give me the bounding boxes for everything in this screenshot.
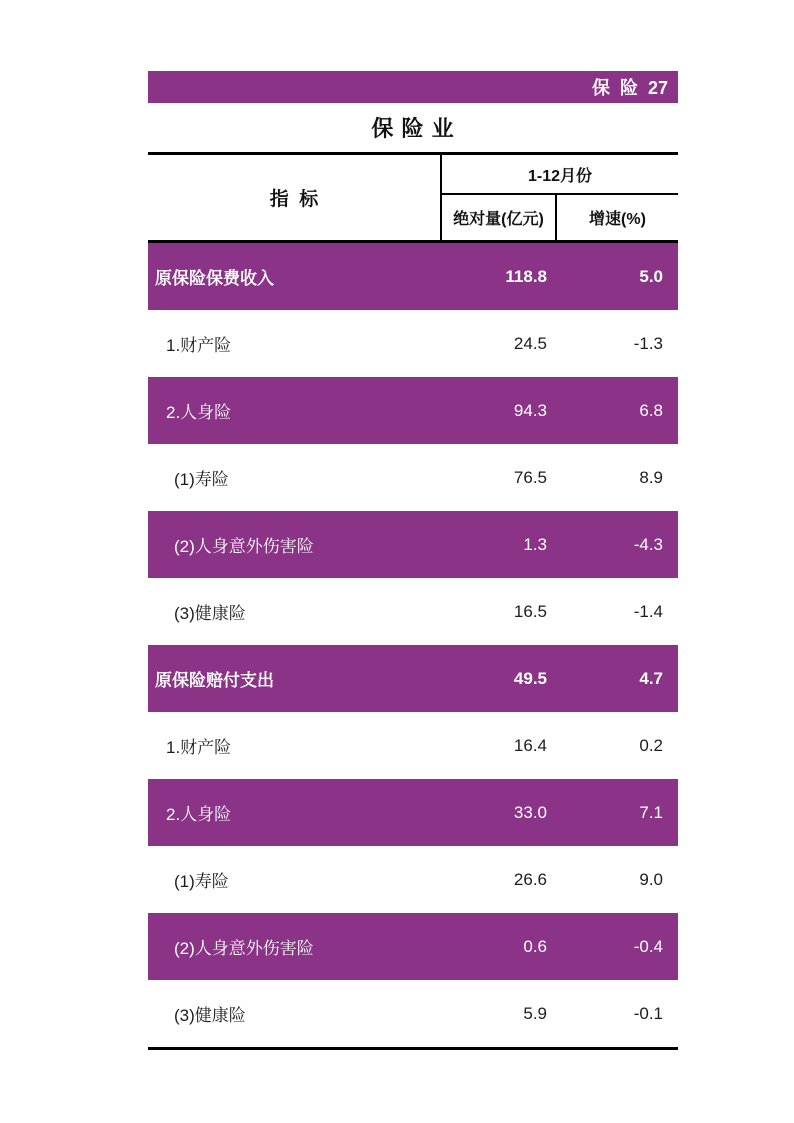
row-growth-value: -1.4 [633,601,663,621]
row-label: (1)寿险 [174,872,229,891]
row-growth-value: 4.7 [639,668,663,688]
insurance-table [148,152,678,1050]
row-label: (2)人身意外伤害险 [174,537,314,556]
row-growth-value: -0.4 [633,936,663,956]
row-label: 2.人身险 [166,403,232,422]
table-row [148,846,678,913]
section-header-bar [148,71,678,103]
row-growth-value: 8.9 [639,467,663,487]
table-row [148,913,678,980]
row-growth-value: 6.8 [639,400,663,420]
row-label: (3)健康险 [174,1006,246,1025]
table-body [148,243,678,1050]
row-label: 1.财产险 [166,738,232,757]
table-row [148,444,678,511]
row-growth-value: 5.0 [639,266,663,286]
row-absolute-value: 118.8 [505,266,547,286]
table-row [148,310,678,377]
table-row [148,377,678,444]
row-label: (1)寿险 [174,470,229,489]
row-absolute-value: 16.4 [513,735,547,755]
row-label: 2.人身险 [166,805,232,824]
page-title: 保 险 业 [371,116,455,141]
header-cell-indicator: 指 标 [269,189,319,210]
row-label: (2)人身意外伤害险 [174,939,314,958]
row-absolute-value: 33.0 [513,802,547,822]
header-cell-absolute: 绝对量(亿元) [440,195,555,240]
row-growth-value: 0.2 [639,735,663,755]
table-row [148,645,678,712]
row-absolute-value: 26.6 [513,869,547,889]
row-label: (3)健康险 [174,604,246,623]
table-header [148,152,678,243]
table-row [148,712,678,779]
row-label: 原保险保费收入 [155,269,274,288]
row-label: 原保险赔付支出 [155,671,274,690]
row-absolute-value: 76.5 [513,467,547,487]
row-absolute-value: 94.3 [513,400,547,420]
row-absolute-value: 49.5 [513,668,547,688]
row-absolute-value: 5.9 [523,1003,547,1023]
row-label: 1.财产险 [166,336,232,355]
row-absolute-value: 0.6 [523,936,547,956]
header-cell-period: 1-12月份 [440,155,678,195]
table-row [148,980,678,1047]
row-growth-value: 7.1 [639,802,663,822]
row-absolute-value: 1.3 [523,534,547,554]
row-absolute-value: 24.5 [513,333,547,353]
table-row [148,511,678,578]
row-growth-value: 9.0 [639,869,663,889]
table-row [148,779,678,846]
header-cell-growth: 增速(%) [555,195,678,240]
table-row [148,578,678,645]
row-growth-value: -0.1 [633,1003,663,1023]
section-header-label: 保 险 27 [591,78,668,98]
table-row [148,243,678,310]
row-growth-value: -1.3 [633,333,663,353]
row-absolute-value: 16.5 [513,601,547,621]
row-growth-value: -4.3 [633,534,663,554]
